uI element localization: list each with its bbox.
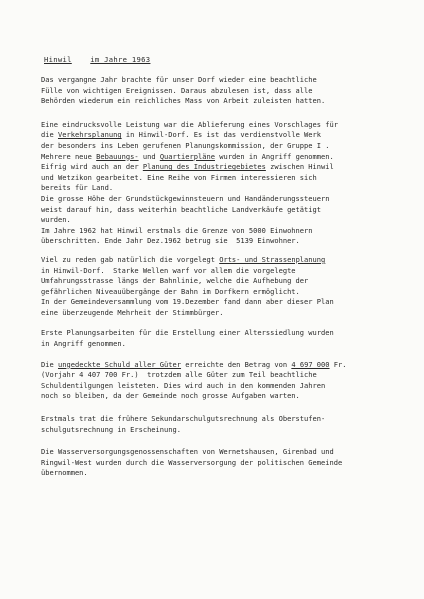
text-run: Erstmals trat die frühere Sekundarschulgutsrechnung als Oberstufen- (41, 414, 326, 424)
text-line (41, 173, 406, 184)
text-run: Umfahrungsstrasse längs der Bahnlinie, welche die Aufhebung der (41, 276, 309, 286)
underlined-text: Quartierpläne (159, 151, 215, 161)
text-run: in Angriff genommen. (41, 339, 126, 349)
text-line (41, 226, 406, 237)
text-line (41, 141, 406, 152)
text-line (41, 287, 406, 298)
title-place: Hinwil (44, 55, 72, 64)
text-run: Im Jahre 1962 hat Hinwil erstmals die Grenze von 5000 Einwohnern (41, 225, 313, 235)
text-run: Erste Planungsarbeiten für die Erstellung einer Alterssiedlung wurden (41, 328, 334, 338)
document-body (41, 75, 406, 479)
text-line (41, 130, 406, 141)
text-run: gefährlichen Niveauübergänge der Bahn im Dorfkern ermöglicht. (41, 286, 300, 296)
text-run: in Hinwil-Dorf. Es ist das verdienstvolle Werk (121, 130, 322, 140)
text-line (41, 75, 406, 86)
text-run: und Wetzikon gearbeitet. Eine Reihe von Firmen interessieren sich (41, 172, 317, 182)
text-line (41, 183, 406, 194)
paragraph (41, 75, 406, 107)
text-line (41, 276, 406, 287)
text-line (41, 236, 406, 247)
text-run: Viel zu reden gab natürlich die vorgelegt (41, 254, 220, 264)
title-year: im Jahre 1963 (90, 55, 151, 64)
paragraph (41, 447, 406, 479)
text-line (41, 391, 406, 402)
underlined-text: Verkehrsplanung (57, 130, 122, 140)
text-line (41, 447, 406, 458)
text-run: Das vergangne Jahr brachte für unser Dorf wieder eine beachtliche (41, 75, 317, 84)
paragraph (41, 360, 406, 402)
text-run: in Hinwil-Dorf. Starke Wellen warf vor allem die vorgelegte (41, 265, 296, 275)
text-run: überschritten. Ende Jahr Dez.1962 betrug sie 5139 Einwohner. (41, 236, 300, 246)
text-run: Die (41, 359, 58, 369)
text-run: Mehrere neue (41, 151, 97, 161)
text-line (41, 360, 406, 371)
paragraph (41, 120, 406, 247)
text-run: der besonders ins Leben gerufenen Planungskommission, der Gruppe I . (41, 140, 330, 150)
text-run: eine überzeugende Mehrheit der Stimmbürger. (41, 307, 224, 317)
text-run: und (138, 151, 160, 161)
underlined-text: Bebauungs- (96, 151, 139, 161)
paragraph (41, 255, 406, 319)
text-run: wurden in Angriff genommen. (214, 151, 334, 161)
text-line (41, 205, 406, 216)
text-run: Eifrig wird auch an der (41, 162, 143, 172)
text-line (41, 339, 406, 350)
text-run: In der Gemeindeversammlung vom 19.Dezember fand dann aber dieser Plan (41, 297, 334, 307)
text-line (41, 162, 406, 173)
text-line (41, 120, 406, 131)
text-run: die (41, 130, 58, 140)
text-run: (Vorjahr 4 407 700 Fr.) trotzdem alle Güter zum Teil beachtliche (41, 370, 317, 380)
underlined-text: 4 697 000 (291, 359, 330, 369)
text-run: bereits für Land. (41, 183, 114, 193)
text-line (41, 328, 406, 339)
text-line (41, 414, 406, 425)
text-run: zwischen Hinwil (265, 162, 334, 172)
text-line (41, 297, 406, 308)
text-run: erreichte den Betrag von (181, 359, 292, 369)
text-line (41, 425, 406, 436)
text-run: weist darauf hin, dass weiterhin beachtliche Landverkäufe getätigt (41, 204, 322, 214)
text-line (41, 152, 406, 163)
text-line (41, 458, 406, 469)
text-line (41, 96, 406, 107)
text-line (41, 194, 406, 205)
text-run: Fülle von wichtigen Ereignissen. Daraus abzulesen ist, dass alle (41, 85, 313, 95)
text-line (41, 381, 406, 392)
text-run: schulgutsrechnung in Erscheinung. (41, 424, 182, 434)
underlined-text: ungedeckte Schuld aller Güter (57, 359, 182, 369)
text-line (41, 308, 406, 319)
text-line (41, 468, 406, 479)
text-run: noch so bleiben, da der Gemeinde noch grosse Aufgaben warten. (41, 391, 300, 401)
text-line (41, 215, 406, 226)
paragraph (41, 414, 406, 435)
page-title (44, 55, 406, 64)
text-line (41, 266, 406, 277)
text-run: Schuldentilgungen leisteten. Dies wird auch in den kommenden Jahren (41, 380, 326, 390)
underlined-text: Orts- und Strassenplanung (219, 254, 326, 264)
text-line (41, 86, 406, 97)
text-run: wurden. (41, 215, 71, 225)
text-run: Die grosse Höhe der Grundstückgewinnsteuern und Handänderungssteuern (41, 193, 330, 203)
text-line (41, 255, 406, 266)
text-run: Behörden wiederum ein reichliches Mass von Arbeit zuleisten hatten. (41, 96, 326, 106)
underlined-text: Planung des Industriegebietes (142, 162, 266, 172)
text-run: übernommen. (41, 468, 88, 478)
text-run: Fr. (329, 359, 347, 369)
text-run: Die Wasserversorgungsgenossenschaften von Wernetshausen, Girenbad und (41, 447, 334, 457)
text-line (41, 370, 406, 381)
text-run: Ringwil-West wurden durch die Wasserversorgung der politischen Gemeinde (41, 457, 343, 467)
text-run: Eine eindrucksvolle Leistung war die Ablieferung eines Vorschlages für (41, 119, 338, 129)
paragraph (41, 328, 406, 349)
